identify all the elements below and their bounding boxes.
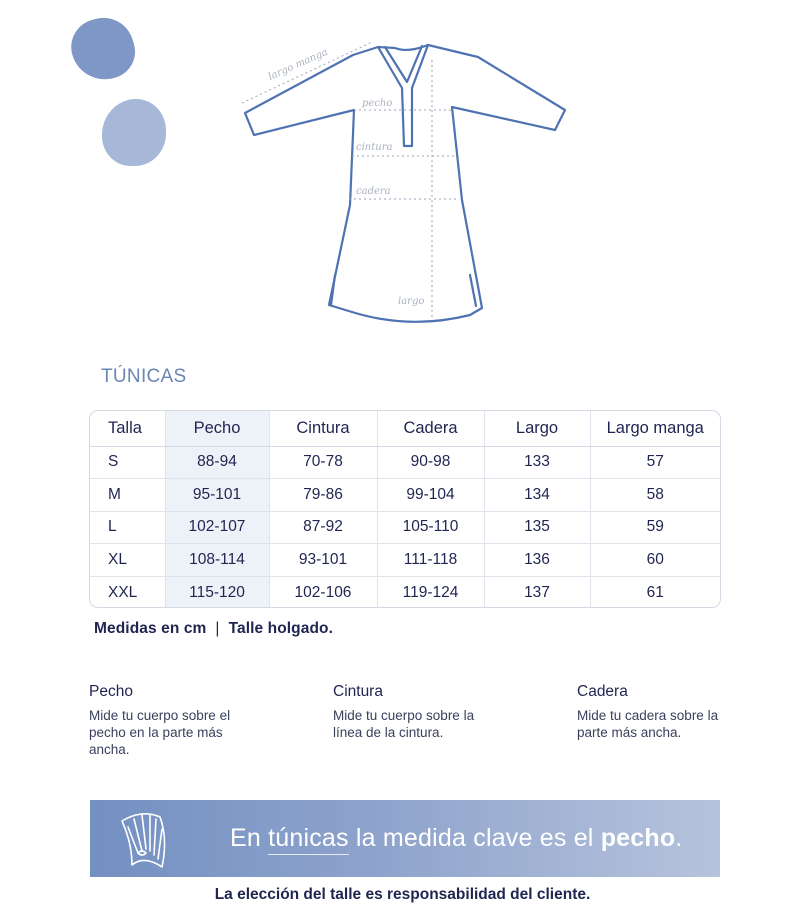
cell-pecho: 102-107	[165, 511, 269, 544]
cell-talla: XL	[90, 544, 165, 577]
cell-largo: 134	[484, 479, 590, 512]
size-table	[89, 410, 721, 608]
section-title: TÚNICAS	[101, 366, 187, 387]
label-largo-manga: largo manga	[266, 46, 330, 83]
cell-cintura: 93-101	[269, 544, 377, 577]
cell-cadera: 90-98	[377, 446, 484, 479]
cell-cadera: 119-124	[377, 576, 484, 608]
banner-text-end: .	[675, 824, 683, 852]
table-row	[90, 511, 720, 544]
cell-cadera: 111-118	[377, 544, 484, 577]
header-cadera: Cadera	[377, 411, 484, 446]
label-cadera: cadera	[356, 186, 391, 197]
cell-talla: M	[90, 479, 165, 512]
measure-title: Pecho	[89, 683, 133, 700]
header-largo-manga: Largo manga	[590, 411, 720, 446]
cell-largo-manga: 61	[590, 576, 720, 608]
cell-largo-manga: 59	[590, 511, 720, 544]
cell-cintura: 70-78	[269, 446, 377, 479]
header-pecho: Pecho	[165, 411, 269, 446]
banner-text-bold: pecho	[600, 824, 676, 852]
cell-largo-manga: 60	[590, 544, 720, 577]
tunic-outline	[245, 45, 565, 322]
cell-largo-manga: 58	[590, 479, 720, 512]
table-row	[90, 446, 720, 479]
cell-pecho: 88-94	[165, 446, 269, 479]
measure-guide-cadera	[577, 683, 757, 741]
cell-pecho: 95-101	[165, 479, 269, 512]
cell-cintura: 79-86	[269, 479, 377, 512]
header-talla: Talla	[90, 411, 165, 446]
shell-fan-icon	[116, 809, 172, 871]
cell-talla: S	[108, 453, 119, 471]
cell-talla: XXL	[90, 576, 165, 608]
measure-title: Cintura	[333, 683, 383, 700]
banner-message	[230, 824, 682, 853]
watercolor-blob-light	[102, 99, 166, 166]
responsibility-note: La elección del talle es responsabilidad del cliente.	[214, 886, 591, 903]
measure-description: Mide tu cadera sobre la parte más ancha.	[577, 708, 719, 740]
units-note: Medidas en cm	[94, 620, 207, 637]
measure-title: Cadera	[577, 683, 628, 700]
table-header-row	[90, 411, 720, 446]
header-cintura: Cintura	[269, 411, 377, 446]
table-row	[90, 479, 720, 512]
label-largo: largo	[398, 296, 425, 307]
tunic-sketch	[230, 30, 580, 330]
cell-pecho: 108-114	[165, 544, 269, 577]
measure-description: Mide tu cuerpo sobre la línea de la cintura.	[333, 708, 475, 740]
measure-description: Mide tu cuerpo sobre el pecho en la parte más ancha.	[89, 708, 231, 757]
cell-pecho: 115-120	[165, 576, 269, 608]
table-row	[90, 576, 720, 608]
cell-cadera: 105-110	[377, 511, 484, 544]
cell-largo: 136	[484, 544, 590, 577]
label-cintura: cintura	[356, 142, 393, 153]
measure-guide-pecho	[89, 683, 269, 758]
cell-largo: 133	[484, 446, 590, 479]
header-largo: Largo	[484, 411, 590, 446]
key-measure-banner	[90, 800, 720, 877]
cell-cintura: 102-106	[269, 576, 377, 608]
fit-note: Talle holgado.	[228, 620, 334, 637]
measure-guide-cintura	[333, 683, 513, 741]
measurement-note	[94, 620, 333, 638]
watercolor-blob-dark	[64, 10, 142, 88]
banner-text-start: En	[230, 824, 269, 852]
cell-largo-manga: 57	[590, 446, 720, 479]
cell-largo: 137	[484, 576, 590, 608]
note-separator: |	[215, 620, 220, 637]
cell-talla: L	[90, 511, 165, 544]
cell-cadera: 99-104	[377, 479, 484, 512]
banner-text-middle: la medida clave es el	[348, 824, 601, 852]
table-row	[90, 544, 720, 577]
banner-text-underlined: túnicas	[268, 824, 349, 855]
label-pecho: pecho	[362, 98, 393, 109]
cell-largo: 135	[484, 511, 590, 544]
cell-cintura: 87-92	[269, 511, 377, 544]
